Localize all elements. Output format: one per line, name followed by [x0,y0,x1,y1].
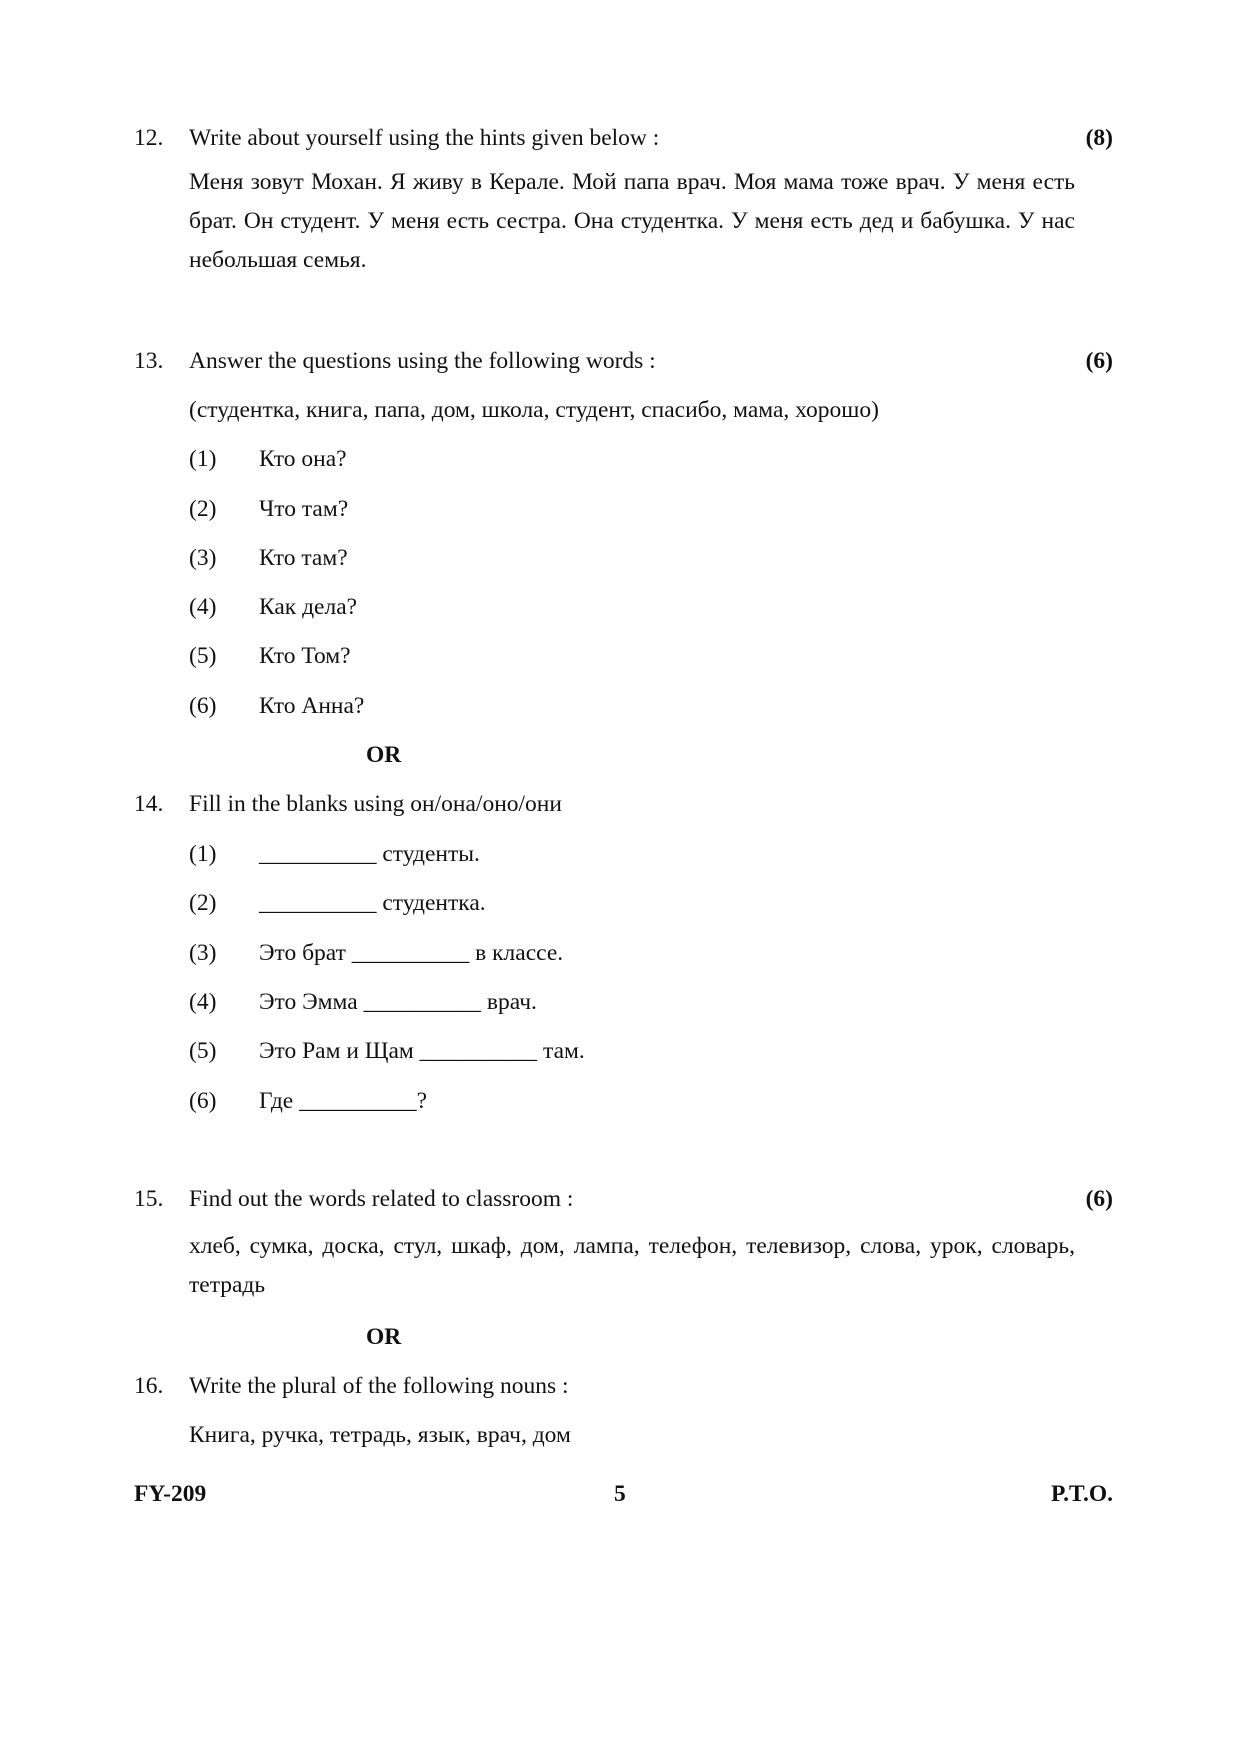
item-text: Где __________? [259,1088,428,1114]
item-number: (2) [189,496,217,522]
item-text: Кто Том? [259,643,351,669]
word-list: хлеб, сумка, доска, стул, шкаф, дом, лампа, телефон, телевизор, слова, урок, словарь, тетрадь [189,1233,1075,1298]
question-number: 15. [134,1186,164,1212]
item-text: __________ студентка. [259,890,486,916]
question-prompt: Write the plural of the following nouns : [189,1373,569,1399]
question-marks: (8) [1085,125,1113,151]
item-number: (3) [189,545,217,571]
page-number: 5 [614,1481,626,1507]
question-marks: (6) [1085,348,1113,374]
item-number: (5) [189,643,217,669]
paper-code: FY-209 [134,1481,207,1507]
item-number: (4) [189,989,217,1015]
question-prompt: Answer the questions using the following words : [189,348,656,374]
item-text: Это Эмма __________ врач. [259,989,537,1015]
item-text: Кто там? [259,545,348,571]
item-number: (1) [189,841,217,867]
question-prompt: Write about yourself using the hints given below : [189,125,660,151]
item-number: (4) [189,594,217,620]
question-number: 13. [134,348,164,374]
pto-label: P.T.O. [1050,1481,1113,1507]
noun-list: Книга, ручка, тетрадь, язык, врач, дом [189,1422,571,1448]
item-text: __________ студенты. [259,841,480,867]
item-number: (6) [189,1088,217,1114]
word-list: (студентка, книга, папа, дом, школа, студент, спасибо, мама, хорошо) [189,397,879,423]
question-prompt: Fill in the blanks using он/она/оно/они [189,791,562,817]
question-marks: (6) [1085,1186,1113,1212]
question-prompt: Find out the words related to classroom : [189,1186,574,1212]
item-number: (1) [189,446,217,472]
question-number: 16. [134,1373,164,1399]
item-text: Как дела? [259,594,358,620]
item-text: Что там? [259,496,349,522]
item-text: Это Рам и Щам __________ там. [259,1038,585,1064]
item-number: (2) [189,890,217,916]
or-divider: OR [366,742,402,768]
item-number: (6) [189,693,217,719]
item-number: (3) [189,940,217,966]
item-number: (5) [189,1038,217,1064]
or-divider: OR [366,1324,402,1350]
question-number: 14. [134,791,164,817]
question-number: 12. [134,125,164,151]
item-text: Это брат __________ в классе. [259,940,564,966]
item-text: Кто она? [259,446,347,472]
hint-paragraph: Меня зовут Мохан. Я живу в Керале. Мой папа врач. Моя мама тоже врач. У меня есть брат. Он студент. У меня есть сестра. Она студентка. У меня есть дед и бабушка. У нас небольшая семья. [189,169,1075,273]
item-text: Кто Анна? [259,693,365,719]
